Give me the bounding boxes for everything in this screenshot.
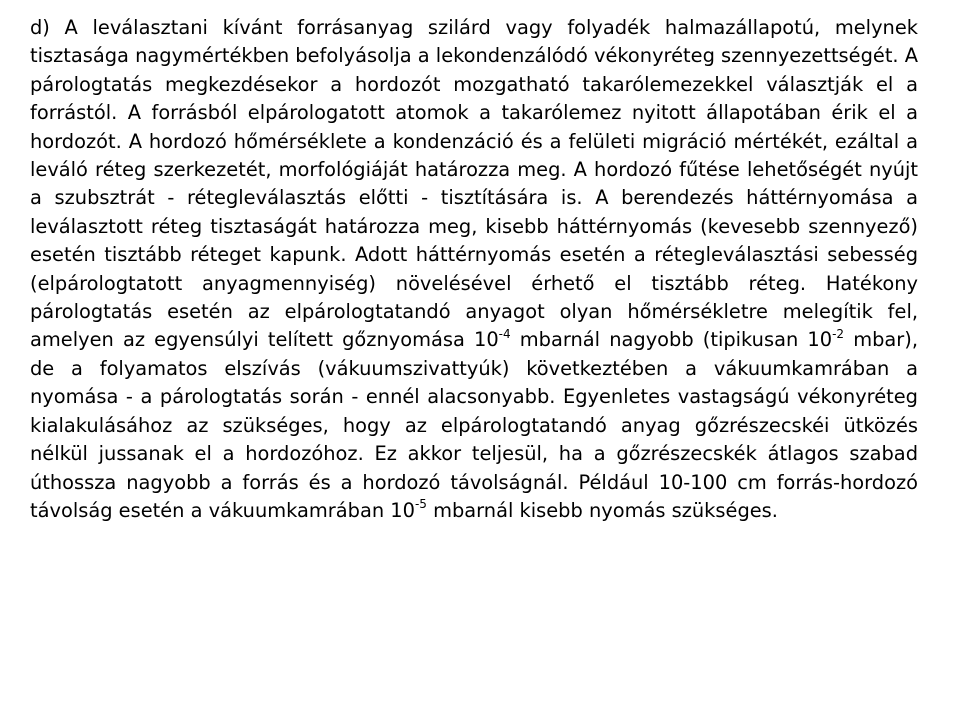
exponent-minus-4: -4 — [498, 327, 511, 341]
paragraph-text-part-3: mbar), de a folyamatos elszívás (vákuumszivattyúk) következtében a vákuumkamrában a nyomása - a párologtatás során - ennél alacsonyabb. Egyenletes vastagságú vékonyréteg kialakulásához az szükséges, hogy az elpárologtatandó anyag gőzrészecskéi ütközés nélkül jussanak el a hordozóhoz. Ez akkor teljesül, ha a gőzrészecskék átlagos szabad úthossza nagyobb a forrás és a hordozó távolságnál. Például 10-100 cm forrás-hordozó távolság esetén a vákuumkamrában 10 — [30, 328, 918, 522]
paragraph-text-part-4: mbarnál kisebb nyomás szükséges. — [426, 498, 778, 522]
paragraph-text-part-2: mbarnál nagyobb (tipikusan 10 — [510, 328, 833, 352]
exponent-minus-2: -2 — [832, 327, 845, 341]
exponent-minus-5: -5 — [414, 497, 427, 512]
body-paragraph — [30, 14, 918, 525]
paragraph-text-part-1: d) A leválasztani kívánt forrásanyag szilárd vagy folyadék halmazállapotú, melynek tisztasága nagymértékben befolyásolja a lekondenzálódó vékonyréteg szennyezettségét. A párologtatás megkezdésekor a hordozót mozgatható takarólemezekkel választják el a forrástól. A forrásból elpárologatott atomok a takarólemez nyitott állapotában érik el a hordozót. A hordozó hőmérséklete a kondenzáció és a felületi migráció mértékét, ezáltal a leváló réteg szerkezetét, morfológiáját határozza meg. A hordozó fűtése lehetőségét nyújt a szubsztrát - rétegleválasztás előtti - tisztítására is. A berendezés háttérnyomása a leválasztott réteg tisztaságát határozza meg, kisebb háttérnyomás (kevesebb szennyező) esetén tisztább réteget kapunk. Adott háttérnyomás esetén a rétegleválasztási sebesség (elpárologtatott anyagmennyiség) növelésével érhető el tisztább réteg. Hatékony párologtatás esetén az elpárologtatandó anyagot olyan hőmérsékletre melegítik fel, amelyen az egyensúlyi telített gőznyomása 10 — [30, 16, 919, 352]
